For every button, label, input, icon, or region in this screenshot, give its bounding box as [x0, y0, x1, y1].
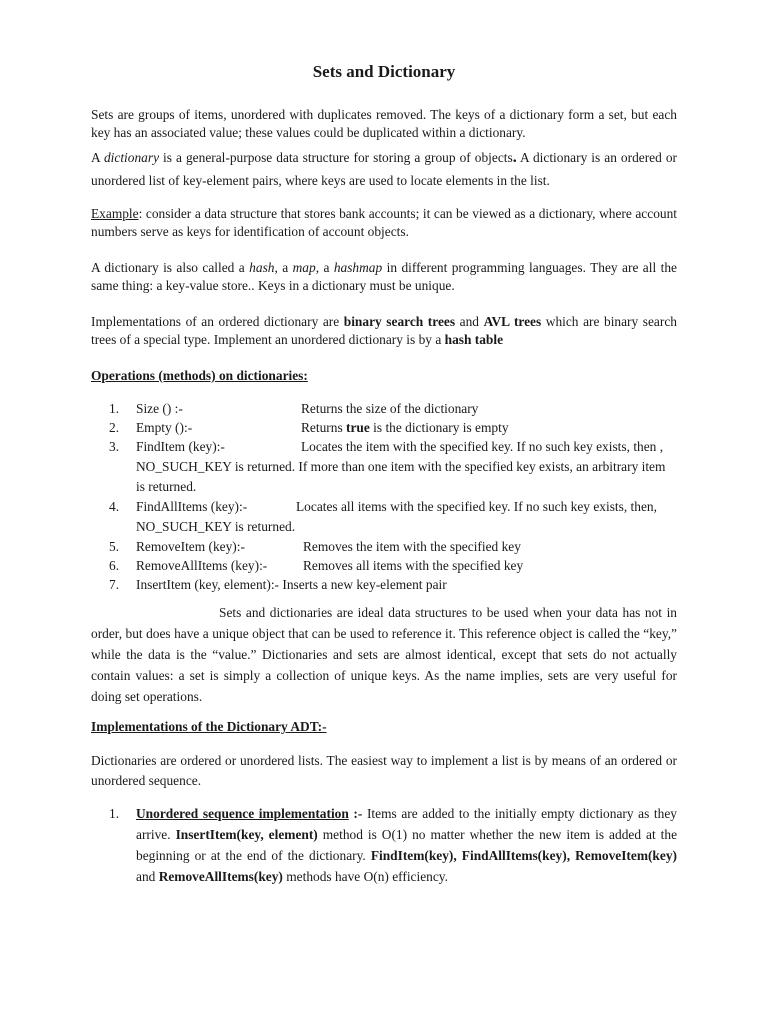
- text-run: , a: [315, 260, 334, 275]
- term-binary-search-trees: binary search trees: [343, 314, 456, 329]
- text-run: Sets and dictionaries are ideal data structures to be used when your data has not in order, but does have a unique object that can be used to reference it. This reference object is called the “key,” while the data is the “value.” Dictionaries and sets are almost identical, except that sets do not actually contain values: a set is simply a collection of unique keys. As the name implies, sets are very useful for doing set operations.: [91, 605, 677, 704]
- list-item: [91, 418, 677, 437]
- paragraph-dictionary-definition: [91, 146, 677, 192]
- paragraph-hash-map: [91, 259, 677, 295]
- text-run: , a: [274, 260, 293, 275]
- operation-description: Locates all items with the specified key. If no such key exists, then, NO_SUCH_KEY is returned.: [136, 499, 657, 534]
- text-run: methods have O(n) efficiency.: [282, 869, 448, 884]
- operation-text: InsertItem (key, element):- Inserts a new key-element pair: [136, 577, 447, 592]
- text-run: method is O(1) no matter whether the new item is added at the beginning or at the end of the dictionary.: [136, 827, 678, 863]
- text-run: A dictionary is also called a: [91, 260, 250, 275]
- list-number: 1.: [109, 401, 120, 416]
- term-dictionary: dictionary: [103, 150, 160, 165]
- page-title: Sets and Dictionary: [312, 62, 456, 81]
- list-number: 3.: [109, 439, 120, 454]
- list-item: [91, 537, 677, 556]
- list-item: [91, 399, 677, 418]
- operation-name: Size () :-: [136, 401, 183, 416]
- implementations-list: [91, 803, 677, 887]
- paragraph-dictionaries-lists: Dictionaries are ordered or unordered lists. The easiest way to implement a list is by means of an ordered or unordered sequence.: [91, 753, 677, 788]
- list-number: 6.: [109, 558, 120, 573]
- list-number: 2.: [109, 420, 120, 435]
- heading-implementations-adt: Implementations of the Dictionary ADT:-: [91, 719, 327, 734]
- operation-name: FindAllItems (key):-: [136, 499, 248, 514]
- text-run: : consider a data structure that stores bank accounts; it can be viewed as a dictionary, where account numbers serve as keys for identification of account objects.: [91, 206, 677, 239]
- impl-label: Unordered sequence implementation: [136, 806, 349, 821]
- text-run: in different programming languages. They are all the same thing: a key-value store.. Keys in a dictionary must be unique.: [91, 260, 677, 293]
- heading-operations: Operations (methods) on dictionaries:: [91, 368, 308, 383]
- list-number: 4.: [109, 499, 120, 514]
- impl-separator: :-: [348, 806, 367, 821]
- text-run: which are binary search trees of a special type. Implement an unordered dictionary is by a: [91, 314, 677, 347]
- term-hash-table: hash table: [444, 332, 504, 347]
- operation-name: RemoveItem (key):-: [136, 539, 245, 554]
- term-hash: hash: [249, 260, 275, 275]
- paragraph-implementations: [91, 313, 677, 349]
- text-run: A dictionary is an ordered or unordered list of key-element pairs, where keys are used to locate elements in the list.: [91, 150, 677, 188]
- method-insert-item: InsertItem(key, element): [175, 827, 318, 842]
- list-item: [91, 437, 677, 497]
- paragraph-sets-dictionaries: [91, 602, 677, 707]
- bold-period: .: [512, 149, 517, 166]
- operation-name: FindItem (key):-: [136, 439, 225, 454]
- text-run: and: [455, 314, 484, 329]
- operation-name: Empty ():-: [136, 420, 193, 435]
- paragraph-example: [91, 205, 677, 241]
- list-item: [91, 575, 677, 594]
- term-true: true: [346, 420, 370, 435]
- paragraph-sets-intro: Sets are groups of items, unordered with duplicates removed. The keys of a dictionary form a set, but each key has an associated value; these values could be duplicated within a dictionary.: [91, 107, 677, 140]
- list-number: 5.: [109, 539, 120, 554]
- method-find-remove: FindItem(key), FindAllItems(key), RemoveItem(key): [370, 848, 677, 863]
- text-run: and: [136, 869, 159, 884]
- operation-description: Removes all items with the specified key: [303, 558, 524, 573]
- term-map: map: [292, 260, 316, 275]
- operations-list: [91, 399, 677, 594]
- text-run: is a general-purpose data structure for storing a group of objects: [159, 150, 513, 165]
- text-run: A: [91, 150, 104, 165]
- operation-description: Removes the item with the specified key: [303, 539, 521, 554]
- list-number: 7.: [109, 577, 120, 592]
- method-remove-all: RemoveAllItems(key): [158, 869, 283, 884]
- document-page: [91, 0, 677, 1024]
- list-item: [91, 556, 677, 575]
- operation-description: Returns the size of the dictionary: [301, 401, 479, 416]
- text-run: Implementations of an ordered dictionary are: [91, 314, 344, 329]
- term-avl-trees: AVL trees: [483, 314, 542, 329]
- list-item: [91, 497, 677, 537]
- text-run: Returns: [301, 420, 347, 435]
- list-item: [91, 803, 677, 887]
- operation-name: RemoveAllItems (key):-: [136, 558, 268, 573]
- term-hashmap: hashmap: [333, 260, 383, 275]
- operation-description: Locates the item with the specified key. If no such key exists, then , NO_SUCH_KEY is returned. If more than one item with the specified key exists, an arbitrary item is returned.: [136, 439, 666, 494]
- text-run: Items are added to the initially empty dictionary as they arrive.: [136, 806, 677, 842]
- list-number: 1.: [109, 806, 120, 821]
- text-run: is the dictionary is empty: [369, 420, 509, 435]
- example-label: Example: [91, 206, 139, 221]
